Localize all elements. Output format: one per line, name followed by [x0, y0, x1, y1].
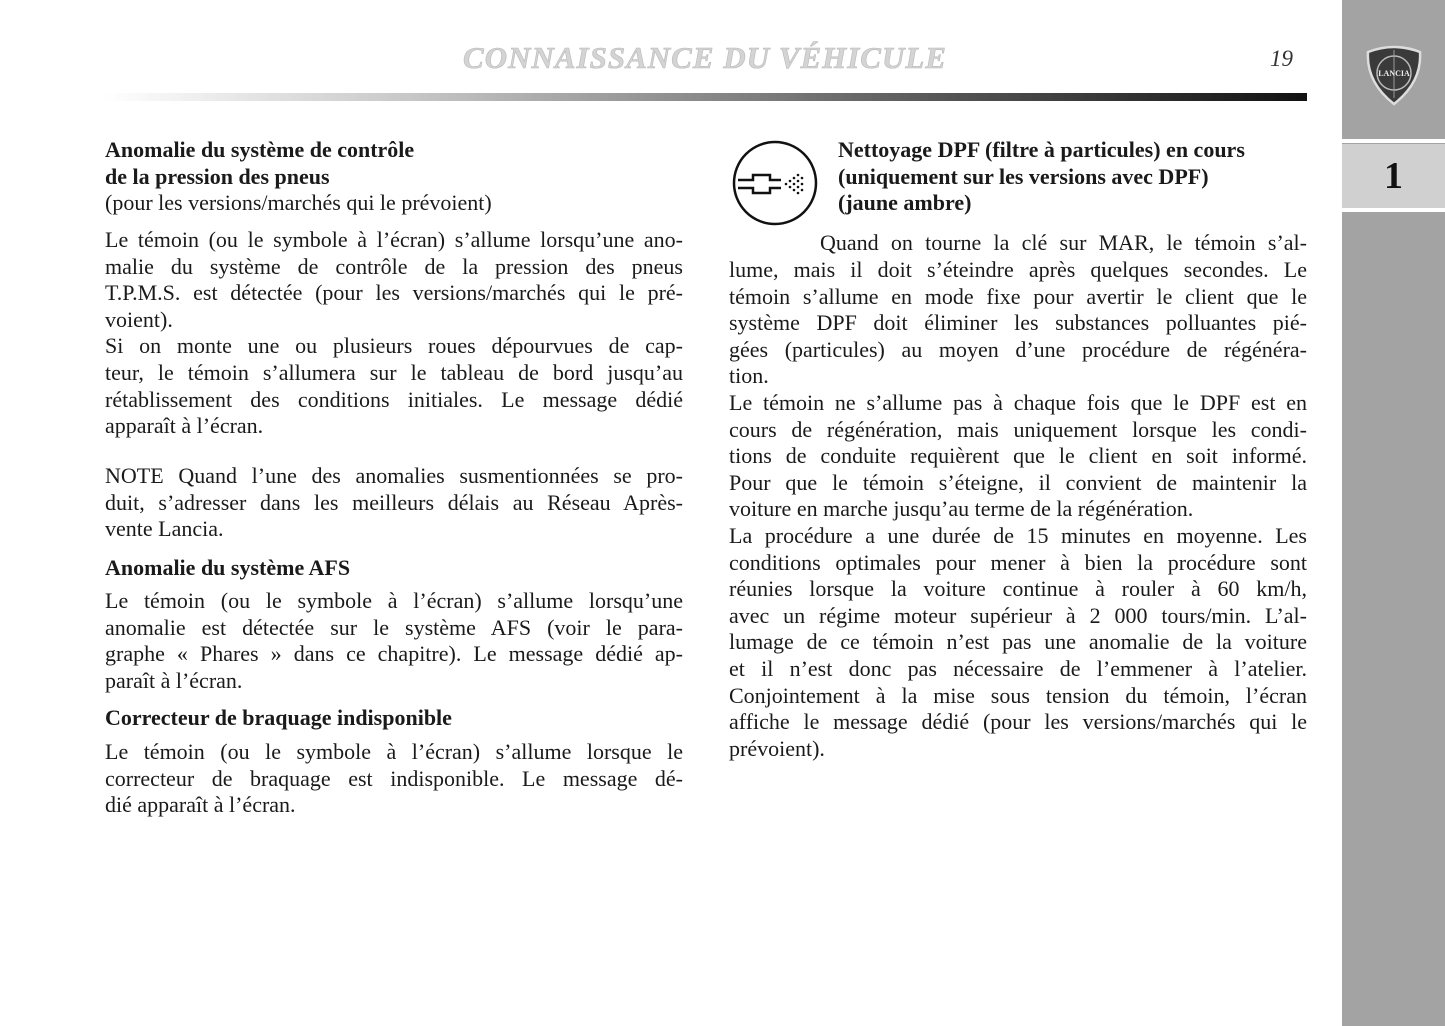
tpms-subheading: [105, 190, 683, 217]
text-line: prévoient).: [729, 735, 825, 761]
afs-heading: [105, 555, 683, 582]
text-line: teur, le témoin s’allumera sur le tableau de bord jusqu’au: [105, 359, 683, 385]
text-line: réunies lorsque la voiture continue à rouler à 60 km/h,: [729, 576, 1307, 602]
text-line: malie du système de contrôle de la pression des pneus: [105, 253, 683, 279]
text-line: (jaune ambre): [838, 190, 972, 216]
text-line: système DPF doit éliminer les substances polluantes pié-: [729, 310, 1307, 336]
text-line: Le témoin (ou le symbole à l’écran) s’allume lorsqu’une: [105, 588, 683, 613]
text-line: Pour que le témoin s’éteigne, il convient de maintenir la: [729, 469, 1307, 495]
tpms-body: [105, 227, 683, 440]
text-line: voient).: [105, 306, 173, 332]
dpf-heading: [838, 137, 1308, 217]
text-line: vente Lancia.: [105, 516, 224, 542]
svg-text:LANCIA: LANCIA: [1378, 69, 1410, 78]
text-line: Le témoin (ou le symbole à l’écran) s’allume lorsque le: [105, 739, 683, 764]
lancia-logo-icon: [1364, 44, 1424, 106]
text-line: Le témoin ne s’allume pas à chaque fois que le DPF est en: [729, 389, 1307, 415]
text-line: lumage de ce témoin n’est pas une anomalie de la voiture: [729, 629, 1307, 655]
text-line: cours de régénération, mais uniquement lorsque les condi-: [729, 416, 1307, 442]
afs-body: [105, 588, 683, 694]
text-line: avec un régime moteur supérieur à 2 000 tours/min. L’al-: [729, 602, 1307, 628]
text-line: La procédure a une durée de 15 minutes en moyenne. Les: [729, 522, 1307, 548]
text-line: (uniquement sur les versions avec DPF): [838, 163, 1209, 189]
text-line: NOTE Quand l’une des anomalies susmentionnées se pro-: [105, 463, 683, 488]
text-line: de la pression des pneus: [105, 163, 330, 189]
text-line: Nettoyage DPF (filtre à particules) en cours: [838, 137, 1245, 162]
text-line: anomalie est détectée sur le système AFS (voir le para-: [105, 614, 683, 640]
text-line: témoin s’allume en mode fixe pour avertir le client que le: [729, 283, 1307, 309]
dpf-first-line: [820, 230, 1307, 257]
text-line: tion.: [729, 363, 769, 389]
text-line: (pour les versions/marchés qui le prévoient): [105, 190, 492, 215]
text-line: Le témoin (ou le symbole à l’écran) s’allume lorsqu’une ano-: [105, 227, 683, 252]
text-line: Si on monte une ou plusieurs roues dépourvues de cap-: [105, 333, 683, 359]
text-line: gées (particules) au moyen d’une procédure de régénéra-: [729, 336, 1307, 362]
text-line: duit, s’adresser dans les meilleurs délais au Réseau Après-: [105, 489, 683, 515]
text-line: graphe « Phares » dans ce chapitre). Le message dédié ap-: [105, 641, 683, 667]
text-line: paraît à l’écran.: [105, 667, 243, 693]
text-line: rétablissement des conditions initiales. Le message dédié: [105, 386, 683, 412]
text-line: Quand on tourne la clé sur MAR, le témoin s’al-: [820, 230, 1307, 255]
tpms-heading: [105, 137, 683, 190]
text-line: et il n’est donc pas nécessaire de l’emmener à l’atelier.: [729, 655, 1307, 681]
text-line: tions de conduite requièrent que le client en soit informé.: [729, 443, 1307, 469]
steering-heading: [105, 705, 683, 732]
page-number: 19: [1270, 46, 1293, 71]
header-rule: [105, 93, 1307, 101]
chapter-tab[interactable]: 1: [1342, 144, 1445, 208]
steering-body: [105, 739, 683, 819]
running-header: CONNAISSANCE DU VÉHICULE: [463, 40, 947, 75]
text-line: Anomalie du système de contrôle: [105, 137, 415, 162]
text-line: apparaît à l’écran.: [105, 413, 264, 439]
text-line: voiture en marche jusqu’au terme de la régénération.: [729, 496, 1194, 522]
text-line: dié apparaît à l’écran.: [105, 792, 296, 818]
text-line: Anomalie du système AFS: [105, 555, 351, 580]
text-line: affiche le message dédié (pour les versions/marchés qui le: [729, 709, 1307, 735]
text-line: correcteur de braquage est indisponible. Le message dé-: [105, 765, 683, 791]
dpf-warning-icon: [729, 139, 821, 227]
note-paragraph: [105, 463, 683, 543]
chapter-sidebar: [1342, 0, 1445, 1026]
text-line: lume, mais il doit s’éteindre après quelques secondes. Le: [729, 257, 1307, 282]
text-line: Conjointement à la mise sous tension du témoin, l’écran: [729, 682, 1307, 708]
text-line: T.P.M.S. est détectée (pour les versions/marchés qui le pré-: [105, 280, 683, 306]
text-line: conditions optimales pour mener à bien la procédure sont: [729, 549, 1307, 575]
text-line: Correcteur de braquage indisponible: [105, 705, 452, 730]
dpf-body: [729, 257, 1307, 762]
